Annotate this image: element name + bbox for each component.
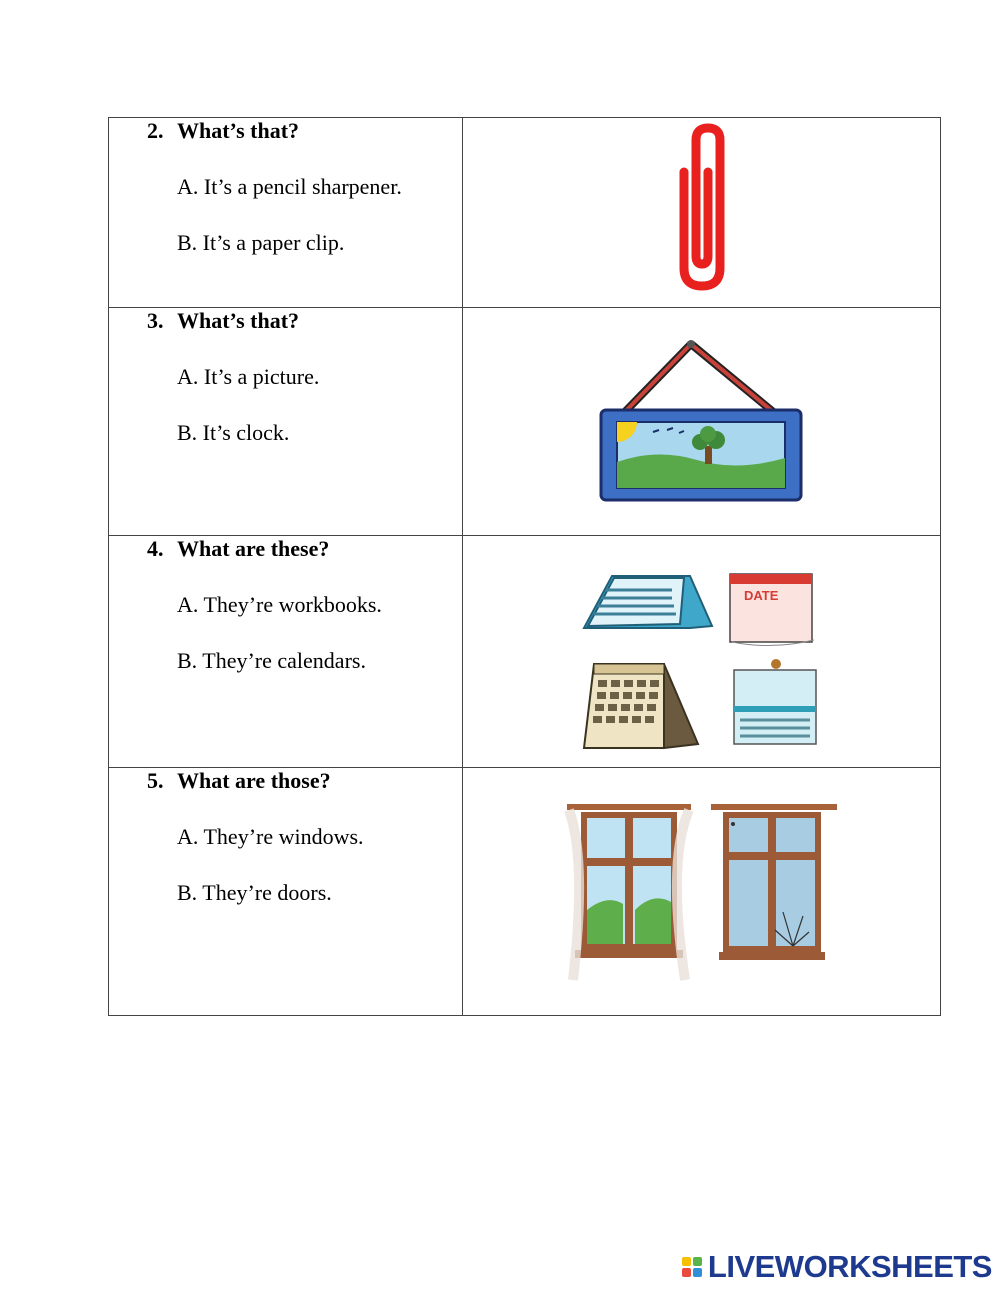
image-cell xyxy=(463,118,941,308)
question-text: What’s that? xyxy=(177,308,300,333)
question-cell xyxy=(109,768,463,1016)
worksheet-table xyxy=(108,117,941,1016)
option-b[interactable]: B. It’s a paper clip. xyxy=(177,230,345,255)
question-text: What’s that? xyxy=(177,118,300,143)
brand-name: LIVEWORKSHEETS xyxy=(707,1249,992,1284)
question-text: What are these? xyxy=(177,536,330,561)
option-b[interactable]: B. They’re doors. xyxy=(177,880,332,905)
question-cell xyxy=(109,308,463,536)
question-number: 5. xyxy=(147,768,164,793)
question-row xyxy=(109,768,941,1016)
hanging-picture-icon xyxy=(587,330,817,515)
image-cell xyxy=(463,308,941,536)
option-b[interactable]: B. It’s clock. xyxy=(177,420,290,445)
question-number: 4. xyxy=(147,536,164,561)
question-cell xyxy=(109,118,463,308)
question-number: 2. xyxy=(147,118,164,143)
question-number: 3. xyxy=(147,308,164,333)
question-title xyxy=(109,768,462,794)
calendar-date-icon xyxy=(730,574,812,642)
liveworksheets-logo-icon xyxy=(682,1257,702,1277)
question-row xyxy=(109,536,941,768)
option-a[interactable]: A. It’s a pencil sharpener. xyxy=(177,174,402,199)
calendar-date-label: DATE xyxy=(743,588,778,603)
option-b[interactable]: B. They’re calendars. xyxy=(177,648,366,673)
question-text: What are those? xyxy=(177,768,331,793)
windows-icon xyxy=(557,800,847,990)
question-title xyxy=(109,308,462,334)
calendars-icon xyxy=(572,568,832,758)
option-a[interactable]: A. It’s a picture. xyxy=(177,364,320,389)
option-a[interactable]: A. They’re windows. xyxy=(177,824,364,849)
question-row xyxy=(109,308,941,536)
paper-clip-icon xyxy=(642,118,762,298)
option-a[interactable]: A. They’re workbooks. xyxy=(177,592,382,617)
image-cell xyxy=(463,536,941,768)
question-title xyxy=(109,118,462,144)
brand-watermark xyxy=(682,1249,992,1285)
question-title xyxy=(109,536,462,562)
question-cell xyxy=(109,536,463,768)
image-cell xyxy=(463,768,941,1016)
question-row xyxy=(109,118,941,308)
